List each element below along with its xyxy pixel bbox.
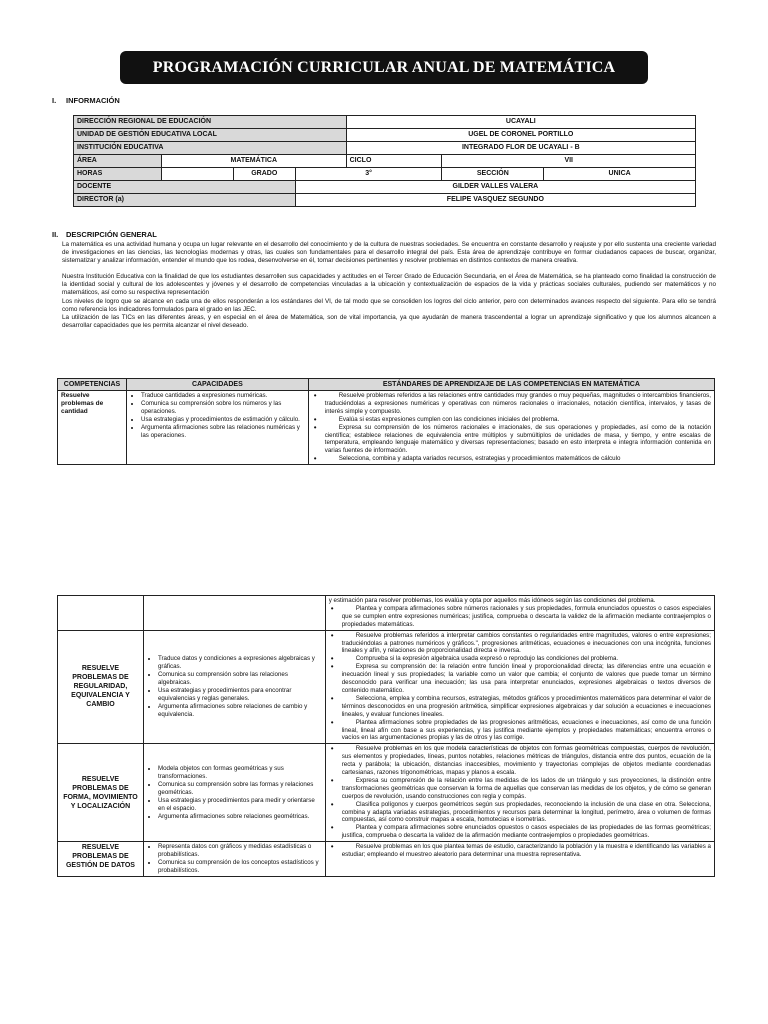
capacidades-cell — [143, 842, 325, 877]
info-value: VII — [442, 155, 696, 168]
info-label: SECCIÓN — [442, 168, 544, 181]
estandares-cell — [308, 391, 714, 465]
description-paragraph: Nuestra Institución Educativa con la finalidad de que los estudiantes desarrollen sus capacidades y actitudes en el Tercer Grado de Educación Secundaria, en el Área de Matemática, se ha planteado como finalidad la construcción de la identidad social y cultural de los adolescentes y jóvenes y el desarrollo de competencias vinculadas a la ubicación y contextualización de espacios de la vida y prácticas sociales culturales, pudiendo ser matemáticos y no matemáticos, así como su respectiva representación — [62, 273, 716, 297]
capacidad-item: • Modela objetos con formas geométricas y sus transformaciones. — [158, 765, 322, 781]
description-paragraph: La matemática es una actividad humana y ocupa un lugar relevante en el desarrollo del conocimiento y de la cultura de nuestras sociedades. Se encuentra en constante desarrollo y reajuste y por ello sustenta una creciente variedad de investigaciones en las ciencias, las tecnologías modernas y otras, las cuales son fundamentales para el desarrollo integral del país. Esta área de aprendizaje contribuye en formar ciudadanos capaces de buscar, organizar, sistematizar y analizar información, entender el mundo que los rodea, desenvolverse en él, tomar decisiones pertinentes y resolver problemas en distintos contextos de manera creativa. — [62, 241, 716, 265]
competencias-table — [57, 378, 715, 465]
info-value: 3° — [295, 168, 442, 181]
info-label: HORAS — [74, 168, 162, 181]
capacidad-item: • Argumenta afirmaciones sobre las relaciones numéricas y las operaciones. — [141, 424, 305, 440]
estandares-cell — [325, 744, 714, 842]
info-row — [74, 168, 696, 181]
section-label: DESCRIPCIÓN GENERAL — [66, 230, 157, 239]
info-row — [74, 181, 696, 194]
table-row — [58, 744, 715, 842]
info-row — [74, 116, 696, 129]
capacidad-item: • Traduce cantidades a expresiones numéricas. — [141, 392, 305, 400]
info-value: UGEL DE CORONEL PORTILLO — [346, 129, 695, 142]
table-row — [58, 630, 715, 744]
document-title: PROGRAMACIÓN CURRICULAR ANUAL DE MATEMÁTICA — [120, 51, 648, 84]
section-label: INFORMACIÓN — [66, 96, 120, 105]
info-value — [161, 168, 233, 181]
capacidades-cell — [143, 596, 325, 631]
estandares-cell — [325, 842, 714, 877]
section-heading-description — [52, 230, 157, 239]
capacidad-item: • Usa estrategias y procedimientos de estimación y cálculo. — [141, 416, 305, 424]
estandar-item: • Plantea y compara afirmaciones sobre números racionales y sus propiedades, formula enunciados opuestos o casos especiales que se cumplen entre expresiones numéricas; justifica, comprueba o descarta la validez de la afirmación mediante contraejemplos o propiedades matemáticas. — [329, 605, 711, 629]
capacidad-item: • Comunica su comprensión sobre las formas y relaciones geométricas. — [158, 781, 322, 797]
capacidad-item: • Argumenta afirmaciones sobre relaciones geométricas. — [158, 813, 322, 821]
description-body — [62, 241, 716, 330]
competencia-name: RESUELVE PROBLEMAS DE REGULARIDAD, EQUIVALENCIA Y CAMBIO — [58, 630, 144, 744]
info-value: UNICA — [544, 168, 696, 181]
estandares-cell — [325, 596, 714, 631]
estandar-item: • Resuelve problemas en los que plantea temas de estudio, caracterizando la población y la muestra e identificando las variables a estudiar; empleando el muestreo aleatorio para determinar una muestra representativa. — [329, 843, 711, 859]
estandar-item: • Expresa su comprensión de la relación entre las medidas de los lados de un triángulo y sus proyecciones, la distinción entre transformaciones geométricas que conservan la forma de aquellas que conservan las medidas de los objetos, y de cómo se generan cuerpos de revolución, usando construcciones con regla y compás. — [329, 777, 711, 801]
capacidad-item: • Representa datos con gráficos y medidas estadísticas o probabilísticas. — [158, 843, 322, 859]
estandar-item: • Evalúa si estas expresiones cumplen con las condiciones iniciales del problema. — [312, 416, 711, 424]
info-label: UNIDAD DE GESTIÓN EDUCATIVA LOCAL — [74, 129, 347, 142]
description-paragraph: La utilización de las TICs en las diferentes áreas, y en especial en el área de Matemática, son de vital importancia, ya que ayudarán de manera trascendental a lograr un aprendizaje significativo y que los alumnos alcancen a desarrollar capacidades que les permita alcanzar el nivel deseado. — [62, 313, 716, 329]
description-paragraph: Los niveles de logro que se alcance en cada una de ellos responderán a los estándares del VI, de tal modo que se consoliden los logros del ciclo anterior, pero con determinados avances respecto del siguiente. Para ello se tendrá como referencia los indicadores formulados para el grado en las JEC. — [62, 297, 716, 313]
header-capacidades: CAPACIDADES — [126, 379, 308, 391]
header-competencias: COMPETENCIAS — [58, 379, 127, 391]
estandar-item: • Comprueba si la expresión algebraica usada expresó o reprodujo las condiciones del problema. — [329, 655, 711, 663]
info-label: DIRECTOR (a) — [74, 194, 296, 207]
table-row — [58, 842, 715, 877]
info-label: INSTITUCIÓN EDUCATIVA — [74, 142, 347, 155]
info-value: FELIPE VASQUEZ SEGUNDO — [295, 194, 695, 207]
table-header-row — [58, 379, 715, 391]
estandar-continuation: y estimación para resolver problemas, los evalúa y opta por aquellos más idóneos según las condiciones del problema. — [328, 597, 656, 604]
info-row — [74, 142, 696, 155]
capacidades-cell — [143, 630, 325, 744]
capacidad-item: • Traduce datos y condiciones a expresiones algebraicas y gráficas. — [158, 655, 322, 671]
capacidad-item: • Usa estrategias y procedimientos para medir y orientarse en el espacio. — [158, 797, 322, 813]
info-label: DIRECCIÓN REGIONAL DE EDUCACIÓN — [74, 116, 347, 129]
header-estandares: ESTÁNDARES DE APRENDIZAJE DE LAS COMPETENCIAS EN MATEMÁTICA — [308, 379, 714, 391]
info-label: CICLO — [346, 155, 442, 168]
capacidades-cell — [143, 744, 325, 842]
competencia-name: RESUELVE PROBLEMAS DE GESTIÓN DE DATOS — [58, 842, 144, 877]
estandares-cell — [325, 630, 714, 744]
info-label: DOCENTE — [74, 181, 296, 194]
estandar-item: • Resuelve problemas referidos a las relaciones entre cantidades muy grandes o muy pequeñas, magnitudes o intercambios financieros, traduciéndolas a expresiones numéricas y operativas con números racionales o irracionales, notación científica, intervalos, y tasas de interés simple y compuesto. — [312, 392, 711, 416]
estandar-item: • Plantea afirmaciones sobre propiedades de las progresiones aritméticas, ecuaciones e inecuaciones, así como de una función lineal, lineal afín con base a sus experiencias, y las justifica mediante ejemplos y propiedades matemáticas; encuentra errores o vacíos en las argumentaciones propias y las de otros y las corrige. — [329, 719, 711, 743]
section-number: II. — [52, 230, 59, 239]
table-row — [58, 391, 715, 465]
estandar-item: • Selecciona, combina y adapta variados recursos, estrategias y procedimientos matemáticos de cálculo — [312, 455, 711, 463]
section-number: I. — [52, 96, 57, 105]
capacidades-cell — [126, 391, 308, 465]
info-label: GRADO — [233, 168, 295, 181]
info-value: MATEMÁTICA — [161, 155, 346, 168]
info-label: ÁREA — [74, 155, 162, 168]
competencias-table-continued — [57, 595, 715, 877]
estandar-item: • Resuelve problemas referidos a interpretar cambios constantes o regularidades entre magnitudes, valores o entre expresiones; traduciéndolas a patrones numéricos y gráficos.", progresiones aritméticas, ecuaciones e inecuaciones con una incógnita, funciones lineales y afín, y relaciones de proporcionalidad directa e inversa. — [329, 632, 711, 656]
capacidad-item: • Comunica su comprensión de los conceptos estadísticos y probabilísticos. — [158, 859, 322, 875]
table-row — [58, 596, 715, 631]
estandar-item: • Selecciona, emplea y combina recursos, estrategias, métodos gráficos y procedimientos matemáticos para determinar el valor de términos desconocidos en una progresión aritmética, simplificar expresiones algebraicas y dar solución a ecuaciones e inecuaciones lineales, y evaluar funciones lineales. — [329, 695, 711, 719]
capacidad-item: • Comunica su comprensión sobre las relaciones algebraicas. — [158, 671, 322, 687]
info-value: INTEGRADO FLOR DE UCAYALI - B — [346, 142, 695, 155]
estandar-item: • Expresa su comprensión de los números racionales e irracionales, de sus operaciones y propiedades, así como de la notación científica; establece relaciones de equivalencia entre múltiplos y submúltiplos de unidades de masa, y tiempo, y entre escalas de temperatura, empleando lenguaje matemático y diversas representaciones; basado en esto interpreta e integra información contenida en varias fuentes de información. — [312, 424, 711, 456]
info-value: UCAYALI — [346, 116, 695, 129]
section-heading-info — [52, 96, 120, 105]
competencia-name-empty — [58, 596, 144, 631]
info-table — [73, 115, 696, 207]
capacidad-item: • Argumenta afirmaciones sobre relaciones de cambio y equivalencia. — [158, 703, 322, 719]
info-value: GILDER VALLES VALERA — [295, 181, 695, 194]
capacidad-item: • Usa estrategias y procedimientos para encontrar equivalencias y reglas generales. — [158, 687, 322, 703]
info-row — [74, 155, 696, 168]
info-row — [74, 129, 696, 142]
estandar-item: • Clasifica polígonos y cuerpos geométricos según sus propiedades, reconociendo la inclusión de una clase en otra. Selecciona, combina y adapta variadas estrategias, procedimientos y recursos para determinar la longitud, perímetro, área o volumen de formas compuestas, así como construir mapas a escala, homotecias e isometrías. — [329, 801, 711, 825]
estandar-item: • Resuelve problemas en los que modela características de objetos con formas geométricas compuestas, cuerpos de revolución, sus elementos y propiedades, líneas, puntos notables, relaciones métricas de triángulos, distancia entre dos puntos, ecuación de la recta y parábola; la ubicación, distancias inaccesibles, movimiento y trayectorias complejas de objetos mediante coordenadas cartesianas, razones trigonométricas, mapas y planos a escala. — [329, 745, 711, 777]
competencia-name: RESUELVE PROBLEMAS DE FORMA, MOVIMIENTO Y LOCALIZACIÓN — [58, 744, 144, 842]
competencia-name: Resuelve problemas de cantidad — [58, 391, 127, 465]
capacidad-item: • Comunica su comprensión sobre los números y las operaciones. — [141, 400, 305, 416]
estandar-item: • Expresa su comprensión de: la relación entre función lineal y proporcionalidad directa; las diferencias entre una ecuación e inecuación lineal y sus propiedades; la variable como un valor que cambia; el conjunto de valores que puede tomar un término desconocido para verificar una inecuación; las usa para interpretar enunciados, expresiones algebraicas o textos diversos de contenido matemático. — [329, 663, 711, 695]
estandar-item: • Plantea y compara afirmaciones sobre enunciados opuestos o casos especiales de las propiedades de las formas geométricas; justifica, comprueba o descarta la validez de la afirmación mediante contraejemplos o propiedades geométricas. — [329, 824, 711, 840]
info-row — [74, 194, 696, 207]
